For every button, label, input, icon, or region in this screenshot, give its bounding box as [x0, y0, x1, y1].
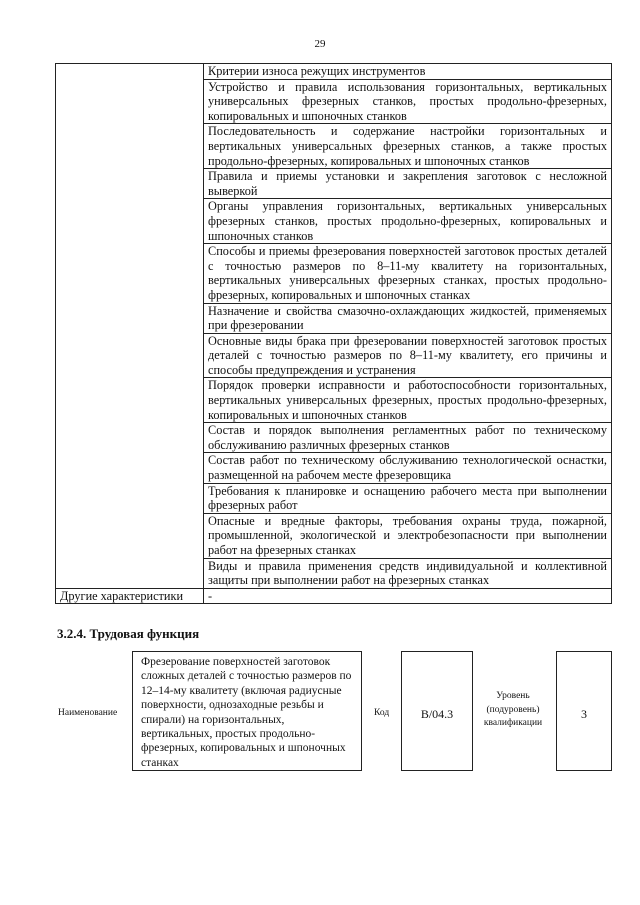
row-requirement-cell: Опасные и вредные факторы, требования охраны труда, пожарной, промышленной, экологической и электробезопасности при выполнении работ на фрезерных станках — [204, 513, 612, 558]
row-requirement-cell: Порядок проверки исправности и работоспособности горизонтальных, вертикальных универсальных фрезерных, простых продольно-фрезерных, копировальных и шпоночных станков — [204, 378, 612, 423]
row-category-cell — [56, 64, 204, 589]
row-requirement-cell: Состав и порядок выполнения регламентных работ по техническому обслуживанию различных фрезерных станков — [204, 423, 612, 453]
code-label: Код — [374, 708, 390, 718]
row-requirement-cell: Состав работ по техническому обслуживанию технологической оснастки, размещенной на рабочем месте фрезеровщика — [204, 453, 612, 483]
table-body — [56, 64, 612, 604]
code-box — [401, 651, 473, 771]
section-title: 3.2.4. Трудовая функция — [57, 626, 200, 641]
qualification-level-label: Уровень (подуровень) квалификации — [483, 691, 543, 728]
name-label: Наименование — [58, 708, 118, 718]
row-requirement-cell: Последовательность и содержание настройки горизонтальных и вертикальных универсальных фрезерных станков, а также простых продольно-фрезерных, копировальных и шпоночных станков — [204, 124, 612, 169]
knowledge-requirements-table — [55, 63, 612, 604]
row-requirement-cell: Органы управления горизонтальных, вертикальных универсальных фрезерных станков, простых продольно-фрезерных, копировальных и шпоночных станков — [204, 199, 612, 244]
labor-function-name-box: Фрезерование поверхностей заготовок сложных деталей с точностью размеров по 12–14-му квалитету (включая радиусные поверхности, однозаходные резьбы и спирали) на горизонтальных, вертикальных, простых продольно-фрезерных, копировальных и шпоночных станках — [132, 651, 362, 771]
qualification-level-value: 3 — [581, 707, 587, 721]
row-requirement-cell: Основные виды брака при фрезеровании поверхностей заготовок простых деталей с точностью размеров по 8–11-му квалитету, его причины и способы предупреждения и устранения — [204, 333, 612, 378]
code-value: B/04.3 — [420, 707, 454, 721]
page-number: 29 — [314, 38, 326, 50]
row-requirement-cell: Назначение и свойства смазочно-охлаждающих жидкостей, применяемых при фрезеровании — [204, 303, 612, 333]
row-requirement-cell: Критерии износа режущих инструментов — [204, 64, 612, 80]
table-row — [56, 588, 612, 604]
row-requirement-cell: Способы и приемы фрезерования поверхностей заготовок простых деталей с точностью размеров по 8–11-му квалитету на горизонтальных, вертикальных универсальных фрезерных станках, простых продольно-фрезерных, копировальных и шпоночных станках — [204, 244, 612, 303]
row-requirement-cell: Правила и приемы установки и закрепления заготовок с несложной выверкой — [204, 169, 612, 199]
row-category-cell: Другие характеристики — [56, 588, 204, 604]
row-requirement-cell: - — [204, 588, 612, 604]
row-requirement-cell: Требования к планировке и оснащению рабочего места при выполнении фрезерных работ — [204, 483, 612, 513]
qualification-level-box — [556, 651, 612, 771]
row-requirement-cell: Устройство и правила использования горизонтальных, вертикальных универсальных фрезерных станков, простых продольно-фрезерных, копировальных и шпоночных станков — [204, 79, 612, 124]
row-requirement-cell: Виды и правила применения средств индивидуальной и коллективной защиты при выполнении работ на фрезерных станках — [204, 558, 612, 588]
table-row — [56, 64, 612, 80]
